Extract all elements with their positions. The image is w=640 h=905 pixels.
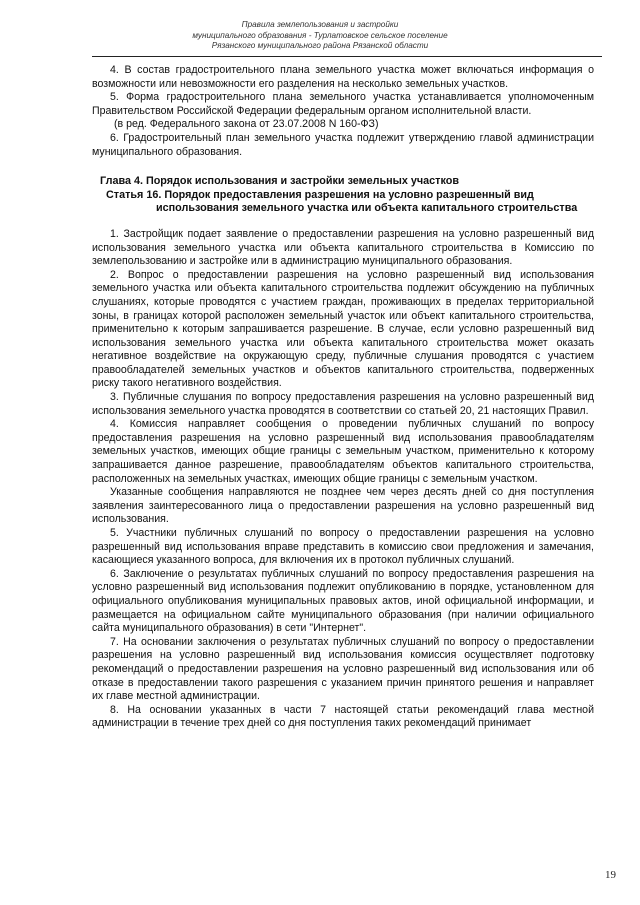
header-line-3: Рязанского муниципального района Рязанской области <box>211 41 429 50</box>
article-paragraph-7: 7. На основании заключения о результатах публичных слушаний по вопросу о предоставлении разрешения на условно разрешенный вид использования комиссия осуществляет подготовку рекомендаций о предоставлении разрешения на условно разрешенный вид использования или об отказе в предоставлении такого разрешения с указанием причин принятого решения и направляет их главе местной администрации. <box>92 635 594 703</box>
paragraph-5: 5. Форма градостроительного плана земельного участка устанавливается уполномоченным Правительством Российской Федерации федеральным органом исполнительной власти. <box>92 91 594 117</box>
article-paragraph-8: 8. На основании указанных в части 7 настоящей статьи рекомендаций глава местной администрации в течение трех дней со дня поступления таких рекомендаций принимает <box>92 703 594 730</box>
article-paragraph-6: 6. Заключение о результатах публичных слушаний по вопросу предоставления разрешения на условно разрешенный вид использования подлежит опубликованию в порядке, установленном для официального опубликования муниципальных правовых актов, иной официальной информации, и размещается на официальном сайте муниципального образования (при наличии официального сайта муниципального образования) в сети "Интернет". <box>92 567 594 635</box>
article-paragraph-3: 3. Публичные слушания по вопросу предоставления разрешения на условно разрешенный вид использования земельного участка проводятся в соответствии со статьей 20, 21 настоящих Правил. <box>92 391 594 417</box>
paragraph-4: 4. В состав градостроительного плана земельного участка может включаться информация о возможности или невозможности его разделения на несколько земельных участков. <box>92 64 594 90</box>
edit-note: (в ред. Федерального закона от 23.07.2008 N 160-ФЗ) <box>114 118 379 131</box>
chapter-title: Глава 4. Порядок использования и застройки земельных участков <box>100 175 459 188</box>
header-rule <box>92 56 602 57</box>
article-paragraph-4: 4. Комиссия направляет сообщения о проведении публичных слушаний по вопросу предоставления разрешения на условно разрешенный вид использования правообладателям земельных участков, имеющих общие границы с земельным участком, применительно к которому запрашивается данное разрешение, правообладателям объектов капитального строительства, расположенных на земельных участках, имеющих общие границы с земельным участком. <box>92 418 594 485</box>
spacer <box>92 216 594 228</box>
article-title-line-1: Статья 16. Порядок предоставления разрешения на условно разрешенный вид <box>106 188 534 201</box>
running-header <box>150 20 490 52</box>
article-paragraph-4-note: Указанные сообщения направляются не позднее чем через десять дней со дня поступления заявления заинтересованного лица о предоставлении разрешения на условно разрешенный вид использования. <box>92 486 594 526</box>
article-paragraph-1: 1. Застройщик подает заявление о предоставлении разрешения на условно разрешенный вид использования земельного участка или объекта капитального строительства в Комиссию по землепользованию и застройке или в администрацию муниципального образования. <box>92 227 594 268</box>
article-paragraph-2: 2. Вопрос о предоставлении разрешения на условно разрешенный вид использования земельного участка или объекта капитального строительства подлежит обсуждению на публичных слушаниях, которые проводятся с участием граждан, проживающих в пределах территориальной зоны, в границах которой расположен земельный участок или объект капитального строительства, применительно к которым запрашивается разрешение. В случае, если условно разрешенный вид использования земельного участка или объекта капитального строительства может оказать негативное воздействие на окружающую среду, публичные слушания проводятся с участием правообладателей земельных участков и объектов капитального строительства, подверженных риску такого негативного воздействия. <box>92 268 594 390</box>
article-title-line-2: использования земельного участка или объекта капитального строительства <box>156 202 578 215</box>
paragraph-6: 6. Градостроительный план земельного участка подлежит утверждению главой администрации муниципального образования. <box>92 131 594 158</box>
document-body <box>92 64 594 731</box>
page-number: 19 <box>605 869 616 881</box>
header-line-1: Правила землепользования и застройки <box>241 20 399 29</box>
article-paragraph-5: 5. Участники публичных слушаний по вопросу о предоставлении разрешения на условно разрешенный вид использования вправе представить в комиссию свои предложения и замечания, касающиеся указанного вопроса, для включения их в протокол публичных слушаний. <box>92 527 594 567</box>
header-line-2: муниципального образования - Турлатовское сельское поселение <box>192 30 448 40</box>
